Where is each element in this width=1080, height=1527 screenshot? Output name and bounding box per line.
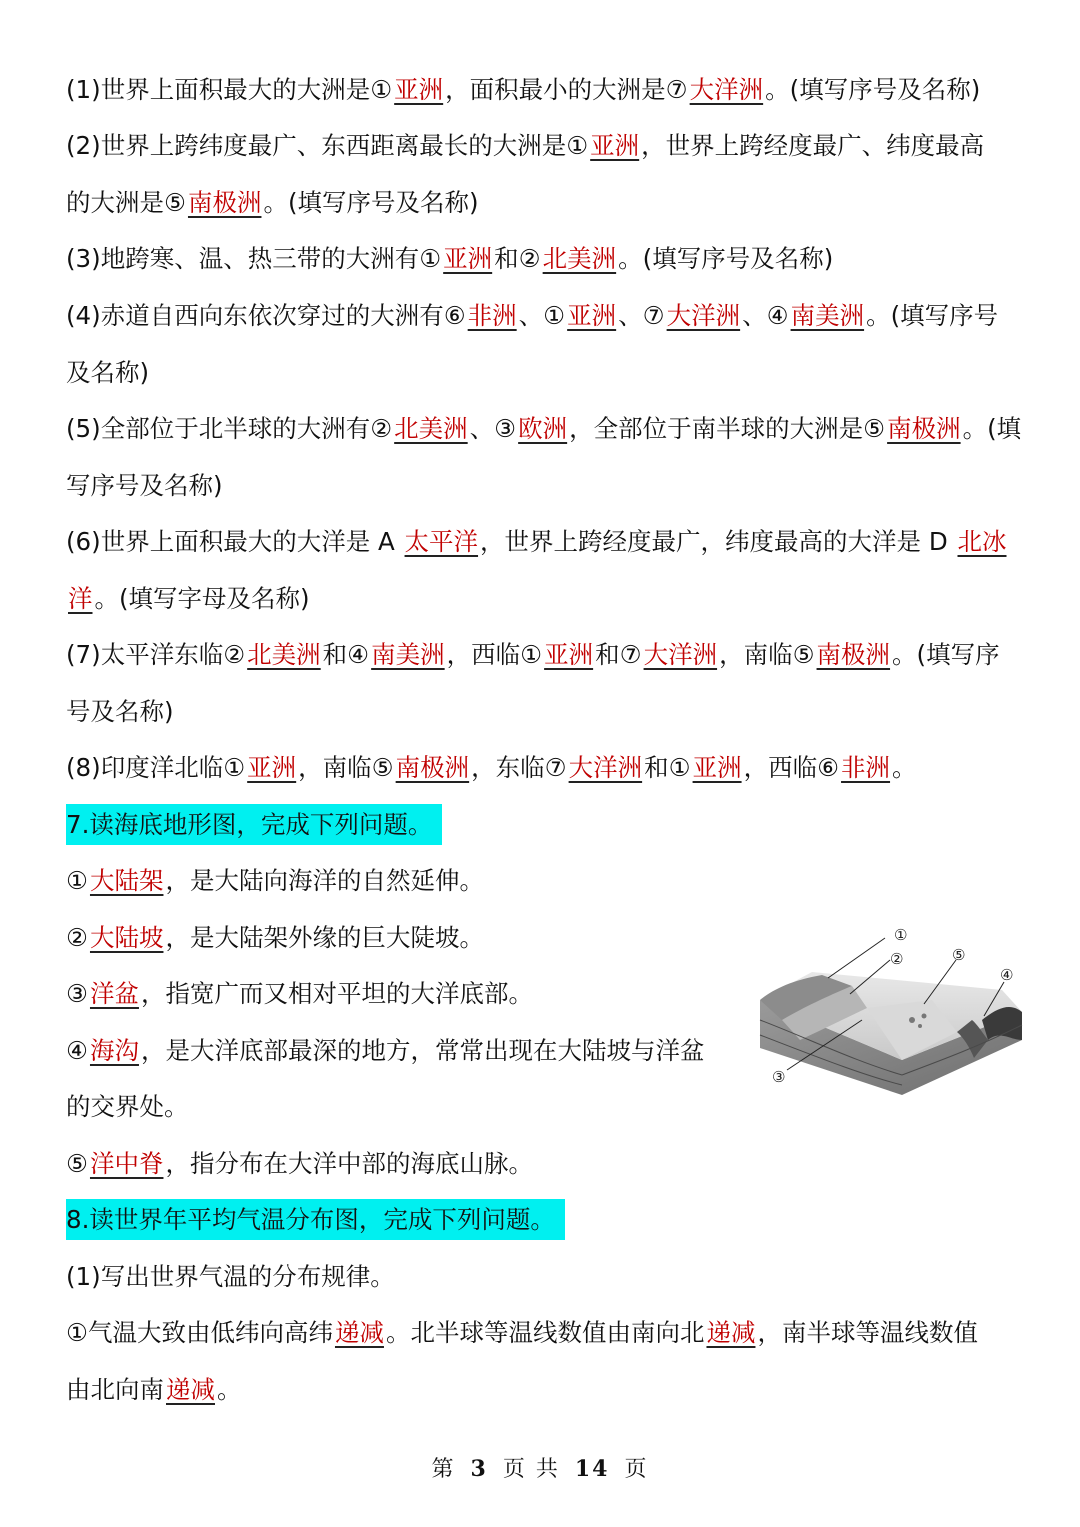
text-segment: ，南临⑤ — [719, 640, 815, 669]
answer-fill: 大陆架 — [89, 866, 164, 895]
answer-fill: 洋盆 — [89, 979, 139, 1008]
answer-fill: 海沟 — [89, 1036, 139, 1065]
text-segment: 和① — [644, 753, 691, 782]
text-line — [66, 458, 223, 515]
answer-fill: 洋 — [68, 584, 93, 613]
text-segment: 和④ — [322, 640, 370, 669]
answer-fill: 大洋洲 — [689, 75, 764, 104]
text-segment: ，西临⑥ — [743, 753, 840, 782]
text-segment: ，南临⑤ — [298, 753, 394, 782]
text-line — [66, 231, 833, 288]
seamount — [922, 1014, 927, 1019]
answer-fill: 大洋洲 — [666, 301, 741, 330]
text-segment: (1)写出世界气温的分布规律。 — [66, 1262, 395, 1291]
text-segment: 。北半球等温线数值由南向北 — [385, 1318, 705, 1347]
answer-fill: 亚洲 — [567, 301, 617, 330]
text-segment: 的大洲是⑤ — [66, 188, 186, 217]
text-segment: (4)赤道自西向东依次穿过的大洲有⑥ — [66, 301, 466, 330]
text-segment: 号及名称) — [66, 697, 174, 726]
text-segment: 。(填写序号 — [866, 301, 999, 330]
text-segment: (3)地跨寒、温、热三带的大洲有① — [66, 244, 442, 273]
label-5: ⑤ — [952, 946, 966, 964]
text-segment: (2)世界上跨纬度最广、东西距离最长的大洲是① — [66, 131, 589, 160]
answer-fill: 南极洲 — [816, 640, 891, 669]
text-line — [66, 910, 484, 967]
seamount — [909, 1017, 915, 1023]
text-line — [66, 1362, 242, 1419]
text-segment: ，是大陆架外缘的巨大陡坡。 — [165, 923, 484, 952]
label-2: ② — [890, 950, 904, 968]
answer-fill: 北美洲 — [247, 640, 321, 669]
footer-suffix: 页 — [624, 1457, 649, 1482]
label-4: ④ — [1000, 966, 1014, 984]
text-segment: ，世界上跨经度最广、纬度最高 — [641, 131, 985, 160]
text-segment: (1)世界上面积最大的大洲是① — [66, 75, 393, 104]
text-segment: 及名称) — [66, 358, 150, 387]
text-segment: ，南半球等温线数值 — [757, 1318, 978, 1347]
answer-fill: 亚洲 — [544, 640, 594, 669]
text-segment: ，世界上跨经度最广，纬度最高的大洋是 D — [480, 527, 956, 556]
text-line — [66, 118, 984, 175]
text-line — [66, 684, 174, 741]
text-segment: 、⑦ — [618, 301, 665, 330]
text-segment: (7)太平洋东临② — [66, 640, 246, 669]
text-segment: 。(填写序 — [892, 640, 1000, 669]
text-segment: 的交界处。 — [66, 1092, 189, 1121]
answer-fill: 南极洲 — [187, 188, 262, 217]
label-3: ③ — [772, 1068, 786, 1086]
text-segment: ，东临⑦ — [471, 753, 567, 782]
text-segment: ，面积最小的大洲是⑦ — [445, 75, 688, 104]
text-line — [66, 966, 533, 1023]
footer-prefix: 第 — [431, 1457, 456, 1482]
text-line — [66, 797, 442, 854]
text-segment: ①气温大致由低纬向高纬 — [66, 1318, 333, 1347]
text-segment: ，指分布在大洋中部的海底山脉。 — [165, 1149, 533, 1178]
answer-fill: 大洋洲 — [643, 640, 718, 669]
answer-fill: 亚洲 — [247, 753, 297, 782]
answer-fill: 南美洲 — [790, 301, 865, 330]
answer-fill: 南极洲 — [395, 753, 470, 782]
answer-fill: 亚洲 — [692, 753, 742, 782]
answer-fill: 欧洲 — [518, 414, 568, 443]
text-segment: 和⑦ — [595, 640, 642, 669]
answer-fill: 太平洋 — [404, 527, 479, 556]
text-segment: ，西临① — [446, 640, 543, 669]
footer-mid: 页 共 — [502, 1457, 560, 1482]
answer-fill: 亚洲 — [443, 244, 493, 273]
answer-fill: 递减 — [166, 1375, 215, 1404]
answer-fill: 亚洲 — [590, 131, 640, 160]
text-segment: 写序号及名称) — [66, 471, 223, 500]
page-total: 14 — [574, 1456, 610, 1482]
text-line — [66, 1079, 189, 1136]
answer-fill: 递减 — [334, 1318, 384, 1347]
text-segment: ② — [66, 923, 88, 952]
text-line — [66, 62, 980, 119]
text-line — [66, 345, 149, 402]
text-segment: 和② — [494, 244, 541, 273]
label-1: ① — [894, 926, 908, 944]
text-line — [66, 1305, 978, 1362]
text-line — [66, 401, 1021, 458]
answer-fill: 南美洲 — [371, 640, 445, 669]
text-line — [66, 175, 479, 232]
answer-fill: 递减 — [706, 1318, 756, 1347]
text-segment: 。 — [217, 1375, 242, 1404]
answer-fill: 非洲 — [467, 301, 517, 330]
text-segment: ⑤ — [66, 1149, 88, 1178]
answer-fill: 北美洲 — [394, 414, 468, 443]
text-segment: ④ — [66, 1036, 88, 1065]
text-segment: ，是大陆向海洋的自然延伸。 — [165, 866, 484, 895]
answer-fill: 大陆坡 — [89, 923, 164, 952]
text-segment: (8)印度洋北临① — [66, 753, 246, 782]
text-segment: 。(填写字母及名称) — [94, 584, 310, 613]
answer-fill: 北美洲 — [542, 244, 617, 273]
text-segment: 、④ — [742, 301, 789, 330]
text-segment: ，是大洋底部最深的地方，常常出现在大陆坡与洋盆 — [140, 1036, 705, 1065]
text-segment: 。(填写序号及名称) — [263, 188, 479, 217]
page-footer — [0, 1452, 1080, 1483]
text-line — [66, 1136, 533, 1193]
seafloor-diagram — [752, 920, 1034, 1100]
text-segment: 。(填 — [962, 414, 1022, 443]
text-line — [66, 853, 484, 910]
text-line — [66, 288, 998, 345]
text-segment: 、③ — [469, 414, 517, 443]
text-segment: 。(填写序号及名称) — [765, 75, 981, 104]
question-heading: 8.读世界年平均气温分布图，完成下列问题。 — [66, 1199, 565, 1240]
answer-fill: 南极洲 — [887, 414, 961, 443]
text-segment: ③ — [66, 979, 88, 1008]
answer-fill: 亚洲 — [394, 75, 444, 104]
seamount — [918, 1024, 922, 1028]
text-segment: ，指宽广而又相对平坦的大洋底部。 — [140, 979, 533, 1008]
text-line — [66, 1023, 704, 1080]
text-line — [66, 571, 310, 628]
text-segment: 。 — [892, 753, 917, 782]
answer-fill: 大洋洲 — [568, 753, 643, 782]
text-line — [66, 740, 917, 797]
page-number: 3 — [470, 1456, 488, 1482]
answer-fill: 洋中脊 — [89, 1149, 164, 1178]
text-line — [66, 1249, 395, 1306]
text-segment: (5)全部位于北半球的大洲有② — [66, 414, 393, 443]
text-line — [66, 514, 1009, 571]
question-heading: 7.读海底地形图，完成下列问题。 — [66, 804, 442, 845]
text-segment: ① — [66, 866, 88, 895]
text-line — [66, 1192, 565, 1249]
text-segment: 由北向南 — [66, 1375, 164, 1404]
text-line — [66, 627, 1000, 684]
text-segment: ，全部位于南半球的大洲是⑤ — [569, 414, 886, 443]
text-segment: (6)世界上面积最大的大洋是 A — [66, 527, 403, 556]
answer-fill: 北冰 — [957, 527, 1007, 556]
text-segment: 。(填写序号及名称) — [618, 244, 834, 273]
answer-fill: 非洲 — [841, 753, 891, 782]
text-segment: 、① — [518, 301, 566, 330]
